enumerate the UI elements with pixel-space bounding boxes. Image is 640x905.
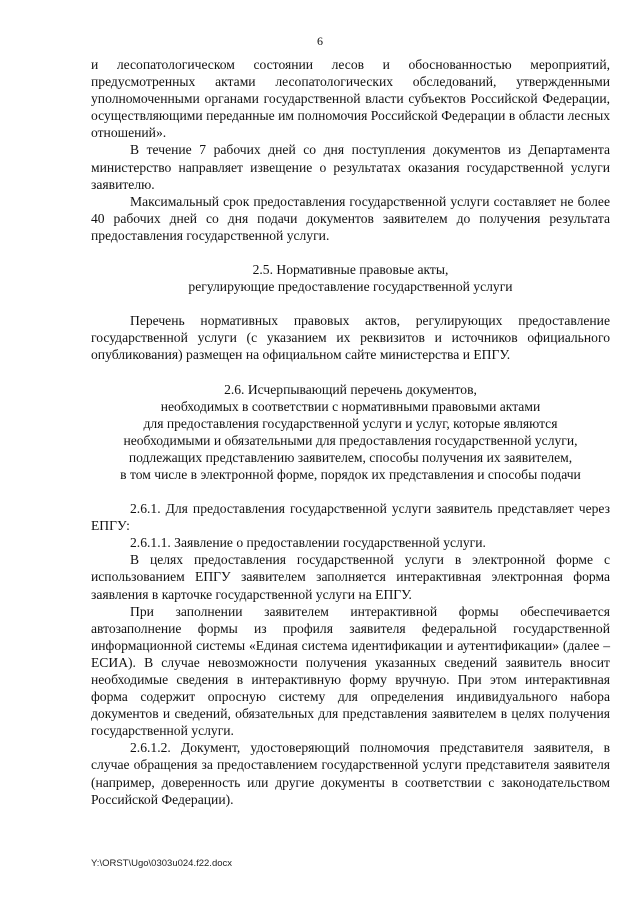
paragraph-electronic-form: В целях предоставления государственной услуги в электронной форме с использованием ЕПГУ заявителем заполняется интерактивная электронная форма заявления в карточке государственной услуги на ЕПГУ.	[91, 552, 610, 602]
heading-line: необходимыми и обязательными для предоставления государственной услуги,	[123, 432, 578, 448]
heading-line: 2.5. Нормативные правовые акты,	[252, 262, 449, 278]
heading-line: регулирующие предоставление государственной услуги	[188, 279, 513, 295]
section-heading-2-6	[91, 381, 610, 484]
section-heading-2-5	[91, 261, 610, 295]
paragraph-notification: В течение 7 рабочих дней со дня поступления документов из Департамента министерство направляет извещение о результатах оказания государственной услуги заявителю.	[91, 142, 610, 192]
paragraph-2-6-1-1: 2.6.1.1. Заявление о предоставлении государственной услуги.	[130, 535, 486, 551]
footer-file-path: Y:\ORST\Ugo\0303u024.f22.docx	[91, 858, 233, 869]
paragraph-2-6-1-2: 2.6.1.2. Документ, удостоверяющий полномочия представителя заявителя, в случае обращения за предоставлением государственной услуги представителя заявителя (например, доверенность или другие документы в соответствии с законодательством Российской Федерации).	[91, 740, 610, 807]
heading-line: подлежащих представлению заявителем, способы получения их заявителем,	[128, 449, 573, 465]
heading-line: 2.6. Исчерпывающий перечень документов,	[224, 381, 477, 397]
paragraph-continuation: и лесопатологическом состоянии лесов и обоснованностью мероприятий, предусмотренных актами лесопатологических обследований, утвержденными уполномоченными органами государственной власти субъектов Российской Федерации, осуществляющими переданные им полномочия Российской Федерации в области лесных отношений».	[91, 57, 610, 141]
heading-line: для предоставления государственной услуги и услуг, которые являются	[143, 415, 558, 431]
paragraph-max-term: Максимальный срок предоставления государственной услуги составляет не более 40 рабочих дней со дня подачи документов заявителем до получения результата предоставления государственной услуги.	[91, 193, 610, 243]
page-number: 6	[317, 34, 323, 48]
paragraph-legal-acts: Перечень нормативных правовых актов, регулирующих предоставление государственной услуги (с указанием их реквизитов и источников официального опубликования) размещен на официальном сайте министерства и ЕПГУ.	[91, 313, 610, 363]
heading-line: в том числе в электронной форме, порядок их представления и способы подачи	[120, 466, 581, 482]
document-body	[91, 56, 610, 808]
heading-line: необходимых в соответствии с нормативными правовыми актами	[160, 398, 541, 414]
paragraph-autofill: При заполнении заявителем интерактивной формы обеспечивается автозаполнение формы из профиля заявителя федеральной государственной информационной системы «Единая система идентификации и аутентификации» (далее – ЕСИА). В случае невозможности получения указанных сведений заявитель вносит необходимые сведения в интерактивную форму вручную. При этом интерактивная форма содержит опросную систему для определения индивидуального набора документов и сведений, обязательных для представления заявителем в целях получения государственной услуги.	[91, 603, 610, 739]
paragraph-2-6-1: 2.6.1. Для предоставления государственной услуги заявитель представляет через ЕПГУ:	[91, 501, 610, 534]
